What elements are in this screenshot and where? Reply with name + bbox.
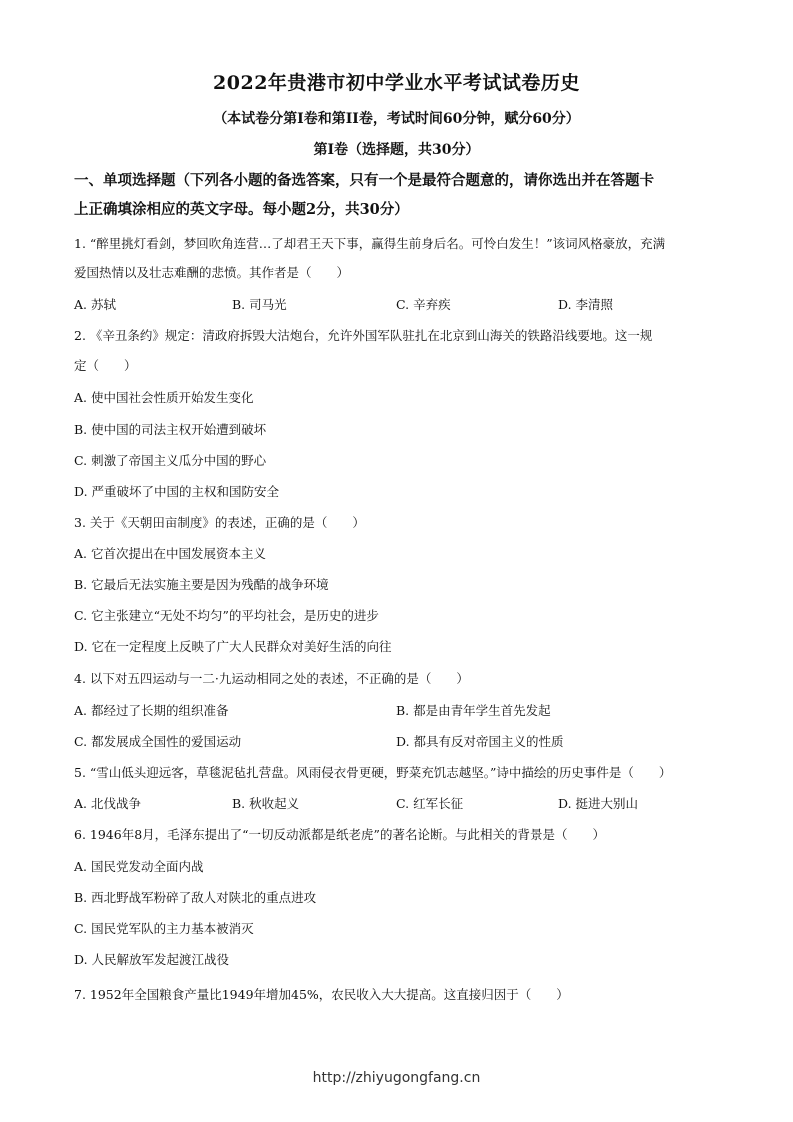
question-1-option-c: C. 辛弃疾 [396, 297, 451, 312]
question-3-option-c: C. 它主张建立“无处不均匀”的平均社会，是历史的进步 [74, 608, 379, 623]
question-2-stem-line-1: 2. 《辛丑条约》规定：清政府拆毁大沽炮台，允许外国军队驻扎在北京到山海关的铁路沿线要地。这一规 [74, 328, 653, 343]
question-3-option-d: D. 它在一定程度上反映了广大人民群众对美好生活的向往 [74, 639, 392, 654]
question-5-option-b: B. 秋收起义 [232, 796, 300, 811]
question-1-stem-line-2: 爱国热情以及壮志难酬的悲愤。其作者是（ ） [74, 265, 350, 280]
question-3-stem: 3. 关于《天朝田亩制度》的表述，正确的是（ ） [74, 515, 365, 530]
question-6-option-a: A. 国民党发动全面内战 [74, 859, 204, 874]
question-2-option-b: B. 使中国的司法主权开始遭到破坏 [74, 422, 267, 437]
question-4-option-d: D. 都具有反对帝国主义的性质 [396, 734, 564, 749]
question-5-option-a: A. 北伐战争 [74, 796, 141, 811]
question-7-stem: 7. 1952年全国粮食产量比1949年增加45%，农民收入大大提高。这直接归因于（ ） [74, 987, 569, 1002]
question-6-option-c: C. 国民党军队的主力基本被消灭 [74, 921, 254, 936]
question-5-stem: 5. “雪山低头迎远客，草毯泥毡扎营盘。风雨侵衣骨更硬，野菜充饥志越坚。”诗中描绘的历史事件是（ ） [74, 765, 672, 780]
question-3-option-a: A. 它首次提出在中国发展资本主义 [74, 546, 266, 561]
question-2-option-a: A. 使中国社会性质开始发生变化 [74, 390, 254, 405]
question-1-stem-line-1: 1. “醉里挑灯看剑，梦回吹角连营…了却君王天下事，赢得生前身后名。可怜白发生！”该词风格豪放，充满 [74, 236, 666, 251]
part-heading: 第I卷（选择题，共30分） [313, 142, 480, 158]
question-5-option-c: C. 红军长征 [396, 796, 464, 811]
question-2-option-c: C. 刺激了帝国主义瓜分中国的野心 [74, 453, 267, 468]
question-2-option-d: D. 严重破坏了中国的主权和国防安全 [74, 484, 280, 499]
question-1-option-d: D. 李清照 [558, 297, 614, 312]
section-instructions-line-1: 一、单项选择题（下列各小题的备选答案，只有一个是最符合题意的，请你选出并在答题卡 [74, 172, 654, 189]
question-3-option-b: B. 它最后无法实施主要是因为残酷的战争环境 [74, 577, 329, 592]
question-4-option-c: C. 都发展成全国性的爱国运动 [74, 734, 242, 749]
question-6-stem: 6. 1946年8月，毛泽东提出了“一切反动派都是纸老虎”的著名论断。与此相关的背景是（ ） [74, 827, 605, 842]
exam-subtitle: （本试卷分第I卷和第II卷，考试时间60分钟，赋分60分） [213, 111, 580, 127]
exam-title: 2022年贵港市初中学业水平考试试卷历史 [213, 72, 580, 94]
question-5-option-d: D. 挺进大别山 [558, 796, 639, 811]
section-instructions [74, 166, 734, 224]
question-1-option-b: B. 司马光 [232, 297, 287, 312]
question-2-stem-line-2: 定（ ） [74, 358, 137, 373]
question-1-option-a: A. 苏轼 [74, 297, 116, 312]
question-6-option-b: B. 西北野战军粉碎了敌人对陕北的重点进攻 [74, 890, 317, 905]
question-4-stem: 4. 以下对五四运动与一二·九运动相同之处的表述，不正确的是（ ） [74, 671, 469, 686]
question-4-option-a: A. 都经过了长期的组织准备 [74, 703, 229, 718]
question-6-option-d: D. 人民解放军发起渡江战役 [74, 952, 230, 967]
footer-url: http://zhiyugongfang.cn [312, 1070, 481, 1086]
section-instructions-line-2: 上正确填涂相应的英文字母。每小题2分，共30分） [74, 201, 409, 218]
question-4-option-b: B. 都是由青年学生首先发起 [396, 703, 551, 718]
